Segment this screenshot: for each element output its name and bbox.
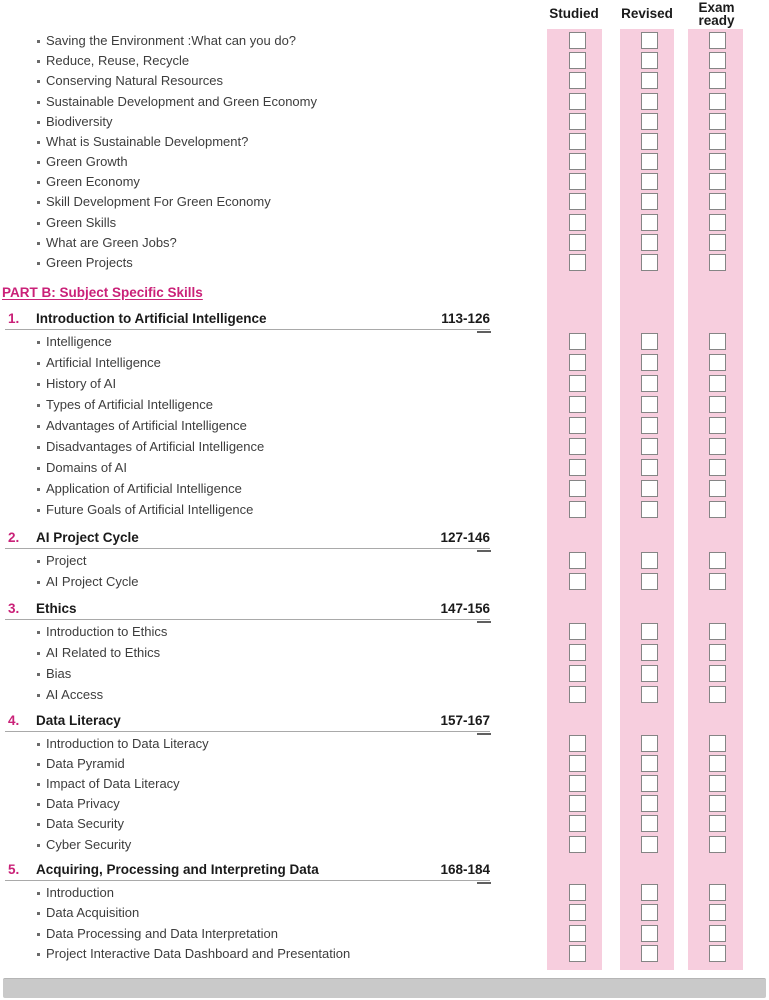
bullet-icon [37, 404, 40, 407]
bullet-icon [37, 141, 40, 144]
checkbox-studied[interactable] [569, 904, 586, 921]
item-label: Green Economy [46, 174, 140, 190]
section-title: Acquiring, Processing and Interpreting Data [36, 862, 319, 877]
checkbox-studied[interactable] [569, 925, 586, 942]
item-label: Data Pyramid [46, 756, 125, 772]
item-label: Introduction to Data Literacy [46, 736, 209, 751]
checkbox-revised[interactable] [641, 354, 658, 371]
section-page-range: 147-156 [440, 601, 490, 616]
item-label: Bias [46, 666, 72, 681]
list-item [0, 944, 769, 964]
section-number: 2. [8, 530, 20, 545]
section-title: Ethics [36, 601, 77, 616]
checkbox-studied[interactable] [569, 173, 586, 190]
checkbox-exam-ready[interactable] [709, 93, 726, 110]
checkbox-studied[interactable] [569, 93, 586, 110]
item-label: Disadvantages of Artificial Intelligence [46, 439, 265, 454]
checkbox-studied[interactable] [569, 775, 586, 792]
checkbox-studied[interactable] [569, 884, 586, 901]
checkbox-exam-ready[interactable] [709, 153, 726, 170]
checkbox-exam-ready[interactable] [709, 836, 726, 853]
checkbox-exam-ready[interactable] [709, 417, 726, 434]
bullet-icon [37, 892, 40, 895]
checkbox-exam-ready[interactable] [709, 775, 726, 792]
checkbox-revised[interactable] [641, 32, 658, 49]
item-label: AI Access [46, 687, 104, 702]
checkbox-exam-ready[interactable] [709, 375, 726, 392]
checkbox-revised[interactable] [641, 501, 658, 518]
bullet-icon [37, 362, 40, 365]
list-item [0, 551, 769, 571]
list-item [0, 883, 769, 903]
section-heading [0, 527, 769, 549]
bullet-icon [37, 652, 40, 655]
item-label: Data Privacy [46, 796, 120, 812]
checkbox-studied[interactable] [569, 665, 586, 682]
column-header-studied: Studied [549, 6, 599, 21]
checkbox-exam-ready[interactable] [709, 52, 726, 69]
bullet-icon [37, 694, 40, 697]
checkbox-revised[interactable] [641, 795, 658, 812]
list-item [0, 622, 769, 642]
checkbox-revised[interactable] [641, 686, 658, 703]
section-heading [0, 710, 769, 732]
bullet-icon [37, 467, 40, 470]
checkbox-studied[interactable] [569, 623, 586, 640]
checkbox-exam-ready[interactable] [709, 354, 726, 371]
checkbox-studied[interactable] [569, 72, 586, 89]
list-item [0, 814, 769, 834]
checkbox-revised[interactable] [641, 93, 658, 110]
list-item [0, 835, 769, 855]
checkbox-exam-ready[interactable] [709, 32, 726, 49]
checkbox-revised[interactable] [641, 333, 658, 350]
checkbox-studied[interactable] [569, 945, 586, 962]
item-label: Introduction [46, 885, 114, 900]
checkbox-exam-ready[interactable] [709, 884, 726, 901]
list-item [0, 374, 769, 394]
bullet-icon [37, 953, 40, 956]
list-item [0, 51, 769, 71]
checkbox-revised[interactable] [641, 815, 658, 832]
checkbox-studied[interactable] [569, 686, 586, 703]
item-label: History of AI [46, 376, 117, 391]
bullet-icon [37, 40, 40, 43]
section-heading [0, 598, 769, 620]
item-label: Project Interactive Data Dashboard and Presentation [46, 946, 351, 962]
list-item [0, 353, 769, 373]
checkbox-revised[interactable] [641, 173, 658, 190]
checkbox-studied[interactable] [569, 32, 586, 49]
item-label: Sustainable Development and Green Economy [46, 93, 317, 109]
bullet-icon [37, 383, 40, 386]
checkbox-exam-ready[interactable] [709, 214, 726, 231]
bullet-icon [37, 121, 40, 124]
section-page-range: 113-126 [441, 311, 490, 326]
checkbox-exam-ready[interactable] [709, 755, 726, 772]
list-item [0, 685, 769, 705]
checkbox-exam-ready[interactable] [709, 72, 726, 89]
list-item [0, 192, 769, 212]
checkbox-revised[interactable] [641, 775, 658, 792]
item-label: Advantages of Artificial Intelligence [46, 418, 247, 433]
checkbox-revised[interactable] [641, 945, 658, 962]
checkbox-exam-ready[interactable] [709, 113, 726, 130]
list-item [0, 794, 769, 814]
bullet-icon [37, 763, 40, 766]
checkbox-exam-ready[interactable] [709, 925, 726, 942]
checkbox-studied[interactable] [569, 480, 586, 497]
item-label: Skill Development For Green Economy [46, 194, 271, 210]
item-label: Cyber Security [46, 836, 132, 852]
checkbox-revised[interactable] [641, 438, 658, 455]
bullet-icon [37, 933, 40, 936]
checkbox-exam-ready[interactable] [709, 438, 726, 455]
checkbox-revised[interactable] [641, 644, 658, 661]
checkbox-revised[interactable] [641, 836, 658, 853]
list-item [0, 233, 769, 253]
section-underline [5, 880, 490, 881]
checkbox-studied[interactable] [569, 795, 586, 812]
checkbox-revised[interactable] [641, 193, 658, 210]
list-item [0, 395, 769, 415]
list-item [0, 416, 769, 436]
checkbox-revised[interactable] [641, 52, 658, 69]
bullet-icon [37, 262, 40, 265]
section-number: 3. [8, 601, 20, 616]
checkbox-exam-ready[interactable] [709, 686, 726, 703]
list-item [0, 31, 769, 51]
list-item [0, 112, 769, 132]
list-item [0, 437, 769, 457]
bullet-icon [37, 341, 40, 344]
checkbox-studied[interactable] [569, 193, 586, 210]
item-label: Introduction to Ethics [46, 624, 168, 639]
checkbox-revised[interactable] [641, 665, 658, 682]
section-title: AI Project Cycle [36, 530, 139, 545]
bullet-icon [37, 425, 40, 428]
checkbox-studied[interactable] [569, 396, 586, 413]
section-underline [5, 619, 490, 620]
footer-bar [3, 978, 766, 998]
bullet-icon [37, 803, 40, 806]
part-b-heading: PART B: Subject Specific Skills [2, 285, 203, 300]
section-page-range: 127-146 [440, 530, 490, 545]
list-item [0, 903, 769, 923]
checkbox-revised[interactable] [641, 254, 658, 271]
bullet-icon [37, 60, 40, 63]
bullet-icon [37, 242, 40, 245]
checkbox-exam-ready[interactable] [709, 133, 726, 150]
section-underline [5, 548, 490, 549]
checkbox-studied[interactable] [569, 417, 586, 434]
list-item [0, 774, 769, 794]
checkbox-studied[interactable] [569, 644, 586, 661]
checkbox-exam-ready[interactable] [709, 173, 726, 190]
section-heading [0, 308, 769, 330]
bullet-icon [37, 222, 40, 225]
checkbox-exam-ready[interactable] [709, 254, 726, 271]
section-heading [0, 859, 769, 881]
checkbox-studied[interactable] [569, 459, 586, 476]
checkbox-revised[interactable] [641, 72, 658, 89]
checkbox-studied[interactable] [569, 133, 586, 150]
item-label: Green Growth [46, 154, 128, 170]
checkbox-studied[interactable] [569, 113, 586, 130]
list-item [0, 924, 769, 944]
item-label: Conserving Natural Resources [46, 73, 224, 89]
checkbox-exam-ready[interactable] [709, 333, 726, 350]
item-label: Data Security [46, 816, 125, 832]
checkbox-studied[interactable] [569, 438, 586, 455]
checkbox-revised[interactable] [641, 552, 658, 569]
checkbox-revised[interactable] [641, 417, 658, 434]
checkbox-revised[interactable] [641, 573, 658, 590]
checkbox-exam-ready[interactable] [709, 623, 726, 640]
section-page-range: 157-167 [440, 713, 490, 728]
bullet-icon [37, 488, 40, 491]
item-label: Intelligence [46, 334, 112, 349]
list-item [0, 332, 769, 352]
bullet-icon [37, 631, 40, 634]
list-item [0, 500, 769, 520]
checkbox-revised[interactable] [641, 459, 658, 476]
checkbox-studied[interactable] [569, 735, 586, 752]
list-item [0, 132, 769, 152]
checkbox-revised[interactable] [641, 214, 658, 231]
checkbox-exam-ready[interactable] [709, 904, 726, 921]
checkbox-exam-ready[interactable] [709, 644, 726, 661]
bullet-icon [37, 181, 40, 184]
checkbox-studied[interactable] [569, 755, 586, 772]
checkbox-revised[interactable] [641, 480, 658, 497]
bullet-icon [37, 161, 40, 164]
list-item [0, 754, 769, 774]
list-item [0, 664, 769, 684]
item-label: Data Processing and Data Interpretation [46, 925, 278, 941]
section-number: 4. [8, 713, 20, 728]
checkbox-studied[interactable] [569, 52, 586, 69]
bullet-icon [37, 101, 40, 104]
column-header-exam-ready: Exam ready [698, 0, 735, 28]
section-page-range: 168-184 [440, 862, 490, 877]
list-item [0, 458, 769, 478]
bullet-icon [37, 823, 40, 826]
list-item [0, 213, 769, 233]
checkbox-studied[interactable] [569, 836, 586, 853]
checkbox-studied[interactable] [569, 354, 586, 371]
checkbox-exam-ready[interactable] [709, 234, 726, 251]
item-label: Green Projects [46, 254, 133, 270]
section-underline [5, 731, 490, 732]
bullet-icon [37, 673, 40, 676]
checkbox-revised[interactable] [641, 375, 658, 392]
checkbox-revised[interactable] [641, 113, 658, 130]
checkbox-studied[interactable] [569, 214, 586, 231]
item-label: Saving the Environment :What can you do? [46, 33, 297, 48]
item-label: Types of Artificial Intelligence [46, 397, 213, 412]
checkbox-exam-ready[interactable] [709, 735, 726, 752]
checkbox-revised[interactable] [641, 396, 658, 413]
checkbox-exam-ready[interactable] [709, 665, 726, 682]
section-number: 5. [8, 862, 20, 877]
checkbox-revised[interactable] [641, 904, 658, 921]
checkbox-studied[interactable] [569, 333, 586, 350]
checkbox-exam-ready[interactable] [709, 396, 726, 413]
section-title: Data Literacy [36, 713, 121, 728]
checkbox-revised[interactable] [641, 925, 658, 942]
list-item [0, 92, 769, 112]
checkbox-exam-ready[interactable] [709, 552, 726, 569]
list-item [0, 734, 769, 754]
checkbox-revised[interactable] [641, 755, 658, 772]
checkbox-exam-ready[interactable] [709, 945, 726, 962]
bullet-icon [37, 581, 40, 584]
list-item [0, 253, 769, 273]
checkbox-exam-ready[interactable] [709, 573, 726, 590]
checkbox-revised[interactable] [641, 153, 658, 170]
list-item [0, 152, 769, 172]
checkbox-exam-ready[interactable] [709, 501, 726, 518]
checkbox-exam-ready[interactable] [709, 795, 726, 812]
item-label: Domains of AI [46, 460, 127, 475]
checkbox-revised[interactable] [641, 133, 658, 150]
checkbox-studied[interactable] [569, 153, 586, 170]
checkbox-studied[interactable] [569, 234, 586, 251]
bullet-icon [37, 446, 40, 449]
checkbox-studied[interactable] [569, 552, 586, 569]
bullet-icon [37, 560, 40, 563]
item-label: Future Goals of Artificial Intelligence [46, 502, 254, 517]
column-header-revised: Revised [621, 6, 673, 21]
bullet-icon [37, 201, 40, 204]
item-label: Reduce, Reuse, Recycle [46, 53, 190, 69]
checkbox-studied[interactable] [569, 573, 586, 590]
item-label: Application of Artificial Intelligence [46, 481, 242, 496]
item-label: AI Related to Ethics [46, 645, 161, 660]
item-label: What are Green Jobs? [46, 234, 177, 250]
checkbox-studied[interactable] [569, 375, 586, 392]
bullet-icon [37, 743, 40, 746]
bullet-icon [37, 844, 40, 847]
item-label: Project [46, 553, 87, 568]
checkbox-exam-ready[interactable] [709, 480, 726, 497]
checkbox-exam-ready[interactable] [709, 459, 726, 476]
list-item [0, 479, 769, 499]
checkbox-exam-ready[interactable] [709, 193, 726, 210]
item-label: What is Sustainable Development? [46, 133, 249, 149]
section-underline [5, 329, 490, 330]
item-label: Green Skills [46, 214, 117, 230]
checkbox-studied[interactable] [569, 815, 586, 832]
item-label: Artificial Intelligence [46, 355, 161, 370]
section-title: Introduction to Artificial Intelligence [36, 311, 267, 326]
list-item [0, 71, 769, 91]
checkbox-studied[interactable] [569, 254, 586, 271]
list-item [0, 643, 769, 663]
checkbox-revised[interactable] [641, 884, 658, 901]
checkbox-revised[interactable] [641, 234, 658, 251]
item-label: AI Project Cycle [46, 574, 139, 589]
bullet-icon [37, 509, 40, 512]
item-label: Impact of Data Literacy [46, 776, 180, 792]
item-label: Biodiversity [46, 113, 113, 129]
checkbox-exam-ready[interactable] [709, 815, 726, 832]
checkbox-revised[interactable] [641, 735, 658, 752]
list-item [0, 172, 769, 192]
checkbox-studied[interactable] [569, 501, 586, 518]
section-number: 1. [8, 311, 20, 326]
bullet-icon [37, 912, 40, 915]
bullet-icon [37, 783, 40, 786]
list-item [0, 572, 769, 592]
bullet-icon [37, 80, 40, 83]
item-label: Data Acquisition [46, 905, 140, 921]
checkbox-revised[interactable] [641, 623, 658, 640]
